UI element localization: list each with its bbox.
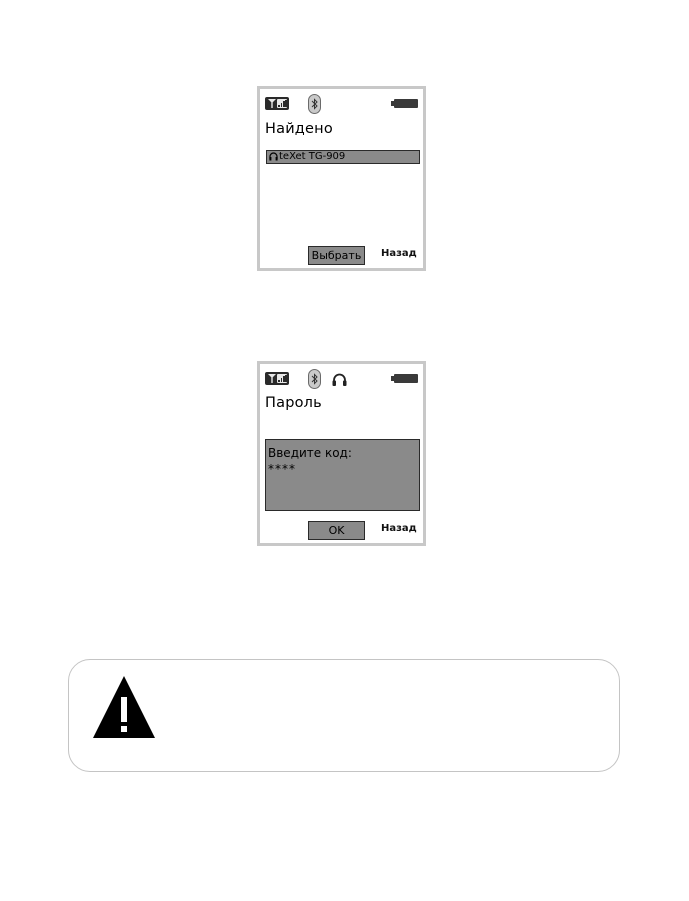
- ok-button[interactable]: OK: [308, 521, 365, 540]
- phone-screen-password: [257, 361, 426, 546]
- battery-icon: [394, 99, 418, 108]
- code-value: ****: [268, 462, 296, 476]
- status-bar: [265, 94, 418, 112]
- screen-title: Пароль: [265, 395, 322, 411]
- code-input[interactable]: [265, 439, 420, 511]
- device-name: teXet TG-909: [279, 151, 346, 162]
- status-bar: [265, 369, 418, 387]
- phone-screen-found: [257, 86, 426, 271]
- select-button[interactable]: Выбрать: [308, 246, 365, 265]
- signal-strength-icon: [265, 372, 289, 385]
- battery-icon: [394, 374, 418, 383]
- back-button[interactable]: Назад: [381, 248, 417, 259]
- bluetooth-icon: [308, 369, 321, 389]
- headset-icon: [269, 152, 278, 161]
- bluetooth-icon: [308, 94, 321, 114]
- code-prompt: Введите код:: [268, 446, 352, 460]
- warning-box: [68, 659, 620, 772]
- screen-title: Найдено: [265, 121, 333, 137]
- signal-strength-icon: [265, 97, 289, 110]
- back-button[interactable]: Назад: [381, 523, 417, 534]
- warning-icon: [92, 674, 156, 740]
- list-item[interactable]: [266, 150, 420, 164]
- headset-icon: [332, 373, 347, 387]
